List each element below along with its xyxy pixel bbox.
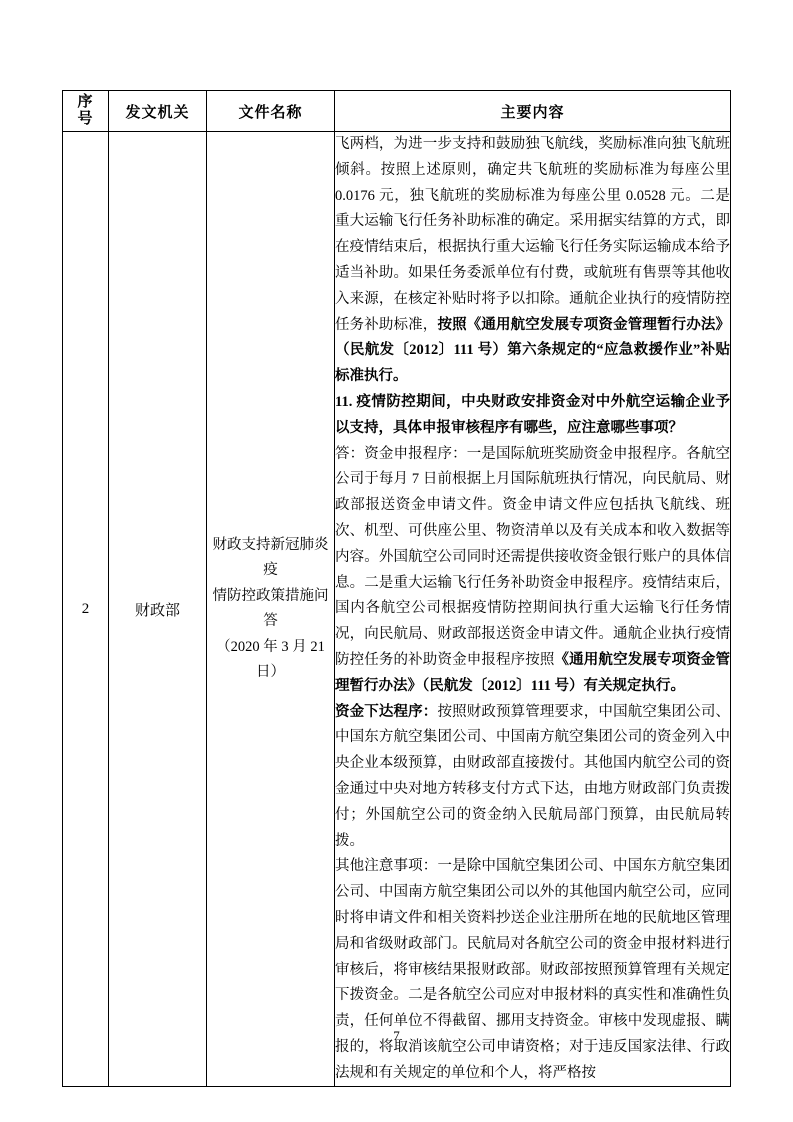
document-name-line-2: 情防控政策措施问答 [212,587,329,630]
table-body [63,132,731,1087]
policy-table [62,90,731,1087]
content-paragraph-1 [335,132,730,390]
document-name-line-3: （2020 年 3 月 21 日） [216,638,325,680]
content-paragraph-4 [335,700,730,855]
content-paragraph-5: 其他注意事项：一是除中国航空集团公司、中国东方航空集团公司、中国南方航空集团公司以外的其他国内航空公司，应同时将申请文件和相关资料抄送企业注册所在地的民航地区管理局和省级财政部门。民航局对各航空公司的资金申报材料进行审核后，将审核结果报财政部。财政部按照预算管理有关规定下拨资金。二是各航空公司应对申报材料的真实性和准确性负责，任何单位不得截留、挪用支持资金。审核中发现虚报、瞒报的，将取消该航空公司申请资格；对于违反国家法律、行政法规和有关规定的单位和个人，将严格按 [335,858,730,1081]
cell-document-name [207,132,335,1087]
document-name-line-1: 财政支持新冠肺炎疫 [212,537,329,579]
table-header [63,91,731,132]
content-paragraph-3-emphasis: 《通用航空发展专项资金管理暂行办法》（民航发〔2012〕111 号）有关规定执行。 [335,651,731,694]
content-paragraph-3-text: 答：资金申报程序：一是国际航班奖励资金申报程序。各航空公司于每月 7 日前根据上月国际航班执行情况，向民航局、财政部报送资金申请文件。资金申请文件应包括执飞航线、班次、机型、可供座公里、物资清单以及有关成本和收入数据等内容。外国航空公司同时还需提供接收资金银行账户的具体信息。二是重大运输飞行任务补助资金申报程序。疫情结束后，国内各航空公司根据疫情防控期间执行重大运输飞行任务情况，向民航局、财政部报送资金申请文件。通航企业执行疫情防控任务的补助资金申报程序按照 [335,445,730,668]
content-paragraph-2: 11. 疫情防控期间，中央财政安排资金对中外航空运输企业予以支持，具体申报审核程序有哪些，应注意哪些事项？ [335,393,730,436]
content-paragraph-3 [335,442,730,700]
column-header-sequence-line2: 号 [77,111,94,127]
column-header-main-content: 主要内容 [335,91,731,132]
cell-main-content [335,132,731,1087]
content-paragraph-4-text: 按照财政预算管理要求，中国航空集团公司、中国东方航空集团公司、中国南方航空集团公司的资金列入中央企业本级预算，由财政部直接拨付。其他国内航空公司的资金通过中央对地方转移支付方式下达，由地方财政部门负责拨付；外国航空公司的资金纳入民航局部门预算，由民航局转拨。 [335,703,731,849]
content-paragraph-1-emphasis: 按照《通用航空发展专项资金管理暂行办法》（民航发〔2012〕111 号）第六条规定的“应急救援作业”补贴标准执行。 [335,316,731,385]
column-header-issuing-authority: 发文机关 [109,91,207,132]
column-header-document-name: 文件名称 [207,91,335,132]
cell-sequence-number: 2 [63,132,109,1087]
column-header-sequence-line1: 序 [77,93,94,110]
cell-issuing-authority: 财政部 [109,132,207,1087]
column-header-sequence [63,91,109,132]
page-number: 7 [393,1028,400,1043]
content-paragraph-1-text: 飞两档，为进一步支持和鼓励独飞航线，奖励标准向独飞航班倾斜。按照上述原则，确定共飞航班的奖励标准为每座公里 0.0176 元，独飞航班的奖励标准为每座公里 0.0528 元。二是重大运输飞行任务补助标准的确定。采用据实结算的方式，即在疫情结束后，根据执行重大运输飞行任务实际运输成本给予适当补助。如果任务委派单位有付费，或航班有售票等其他收入来源，在核定补贴时将予以扣除。通航企业执行的疫情防控任务补助标准， [335,136,730,333]
content-paragraph-4-label: 资金下达程序： [335,703,438,720]
table-row [63,132,731,1087]
table-header-row [63,91,731,132]
